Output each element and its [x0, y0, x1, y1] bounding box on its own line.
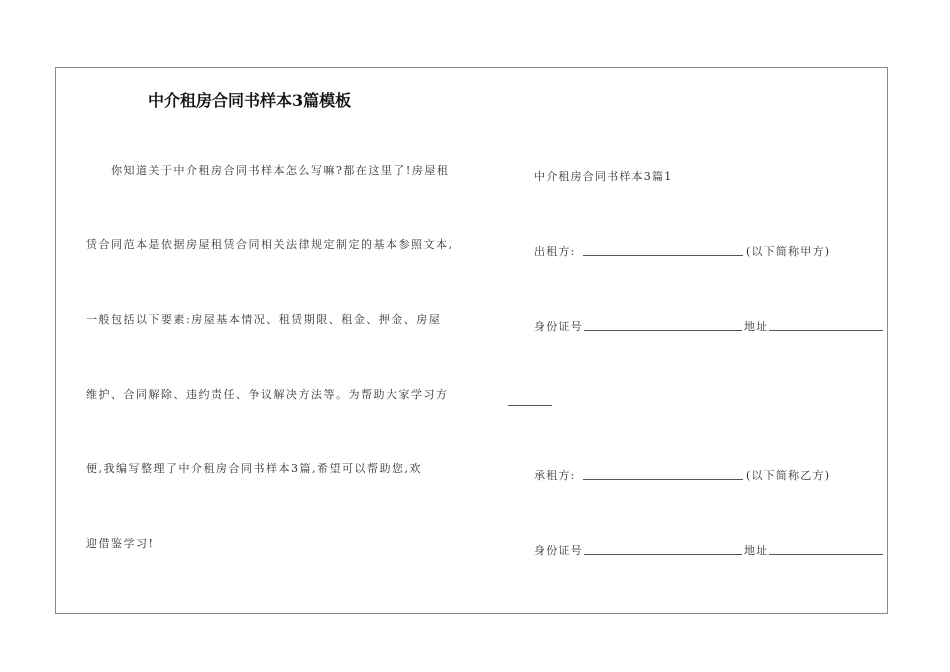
intro-line-3: 一般包括以下要素:房屋基本情况、租赁期限、租金、押金、房屋 — [86, 313, 442, 326]
lessee-address-label: 地址 — [744, 544, 769, 557]
intro-line-6: 迎借鉴学习! — [86, 537, 155, 550]
lessor-id-blank — [584, 330, 742, 331]
intro-line-5: 便,我编写整理了中介租房合同书样本3篇,希望可以帮助您,欢 — [86, 462, 422, 475]
contract-heading: 中介租房合同书样本3篇1 — [534, 170, 673, 183]
intro-line-1: 你知道关于中介租房合同书样本怎么写嘛?都在这里了!房屋租 — [111, 164, 450, 177]
lessee-id-blank — [584, 554, 742, 555]
document-title: 中介租房合同书样本3篇模板 — [148, 91, 352, 110]
lessor-address-blank — [769, 330, 883, 331]
intro-line-4: 维护、合同解除、违约责任、争议解决方法等。为帮助大家学习方 — [86, 388, 449, 401]
lessor-address-continuation-blank — [508, 405, 552, 406]
lessor-suffix: (以下简称甲方) — [746, 245, 831, 258]
lessor-name-blank — [583, 255, 743, 256]
lessor-label: 出租方: — [534, 245, 576, 258]
lessee-suffix: (以下简称乙方) — [746, 469, 831, 482]
lessee-address-blank — [769, 554, 883, 555]
intro-line-2: 赁合同范本是依据房屋租赁合同相关法律规定制定的基本参照文本, — [86, 238, 454, 251]
lessee-name-blank — [583, 479, 743, 480]
lessee-id-label: 身份证号 — [534, 544, 583, 557]
lessor-id-label: 身份证号 — [534, 320, 583, 333]
lessee-label: 承租方: — [534, 469, 576, 482]
page-border — [55, 67, 888, 614]
lessor-address-label: 地址 — [744, 320, 769, 333]
